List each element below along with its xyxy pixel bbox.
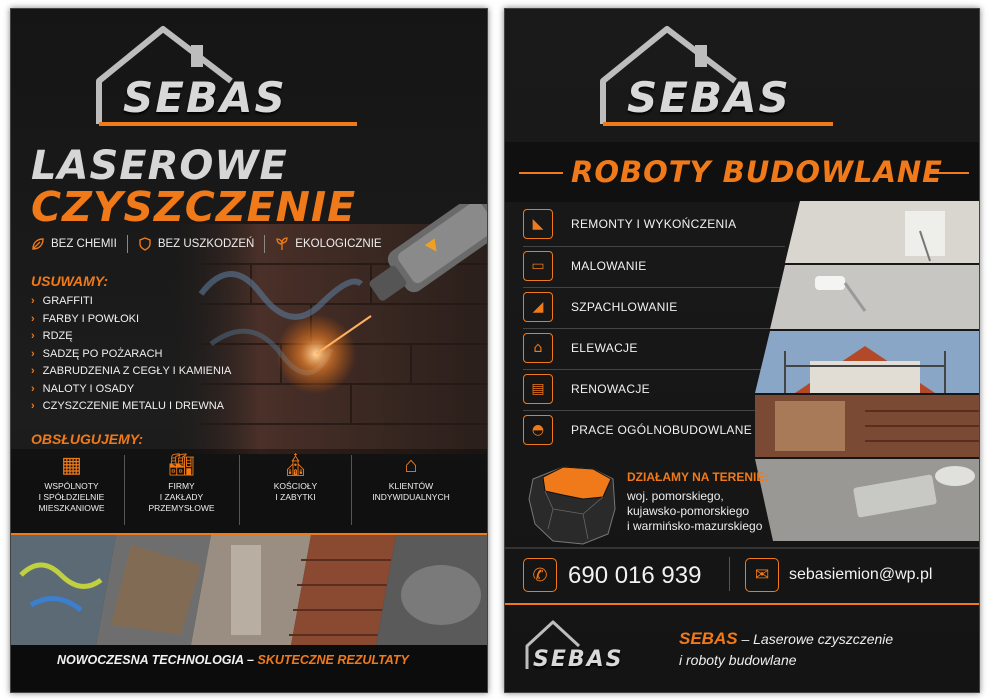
service-item: ◣ REMONTY I WYKOŃCZENIA (523, 207, 793, 241)
divider (505, 547, 979, 549)
sprout-icon (275, 237, 289, 251)
feature-ecological (275, 237, 381, 251)
divider (127, 235, 128, 253)
shield-icon (138, 237, 152, 251)
photo-strip (11, 535, 487, 645)
bricks-icon: ▤ (523, 374, 553, 404)
right-flyer (504, 8, 980, 693)
footer-tagline-orange: SKUTECZNE REZULTATY (257, 653, 409, 667)
service-item: ◓ PRACE OGÓLNOBUDOWLANE (523, 413, 793, 447)
footer-brand: SEBAS (679, 629, 738, 648)
usuwamy-list (31, 293, 231, 416)
area-line: woj. pomorskiego, (627, 489, 724, 503)
house-facade-icon: ⌂ (523, 333, 553, 363)
divider (239, 455, 240, 525)
list-item: › NALOTY I OSADY (31, 382, 135, 395)
obslugujemy-heading: OBSŁUGUJEMY: (31, 431, 144, 447)
service-photos (755, 201, 979, 541)
usuwamy-heading: USUWAMY: (31, 273, 108, 289)
house-icon: ⌂ (404, 452, 418, 477)
divider (523, 328, 785, 329)
service-item: ⌂ ELEWACJE (523, 331, 793, 365)
divider (523, 410, 785, 411)
title-line-1: LASEROWE (31, 143, 288, 189)
footer-text: – Laserowe czyszczenie (741, 631, 894, 647)
client-churches: ⛪︎ KOŚCIOŁY I ZABYTKI (243, 451, 348, 527)
before-after-photos (11, 535, 487, 645)
feature-no-chemicals (31, 237, 117, 251)
services-heading: ROBOTY BUDOWLANE (571, 155, 943, 189)
service-item: ▭ MALOWANIE (523, 249, 793, 283)
paint-roller-icon: ▭ (523, 251, 553, 281)
brand-logo: SEBAS (123, 73, 287, 122)
brand-logo: SEBAS (627, 73, 791, 122)
phone-icon: ✆ (523, 558, 557, 592)
list-item: › RDZĘ (31, 330, 73, 342)
area-line: i warmińsko-mazurskiego (627, 519, 763, 533)
phone-number[interactable]: 690 016 939 (568, 562, 702, 589)
features-row (31, 235, 382, 253)
spatula-icon: ◢ (523, 292, 553, 322)
left-flyer (10, 8, 488, 693)
divider (523, 246, 785, 247)
list-item: › FARBY I POWŁOKI (31, 312, 140, 325)
heading-rule-left (519, 172, 563, 174)
client-individuals: ⌂ KLIENTÓW INDYWIDUALNYCH (351, 451, 471, 527)
footer-tagline (57, 653, 409, 667)
logo-underline (603, 122, 833, 126)
leaf-icon (31, 237, 45, 251)
area-line: kujawsko-pomorskiego (627, 504, 750, 518)
poland-map-icon (523, 459, 623, 549)
footer-line-1 (679, 629, 893, 649)
footer-tagline-white: NOWOCZESNA TECHNOLOGIA – (57, 653, 254, 667)
feature-label: BEZ USZKODZEŃ (157, 238, 255, 250)
list-item: › ZABRUDZENIA Z CEGŁY I KAMIENIA (31, 365, 232, 377)
feature-no-damage (138, 237, 254, 251)
envelope-icon: ✉ (745, 558, 779, 592)
trowel-icon: ◣ (523, 209, 553, 239)
service-item: ▤ RENOWACJE (523, 372, 793, 406)
hard-hat-icon: ◓ (523, 415, 553, 445)
footer-line-2: i roboty budowlane (679, 652, 797, 668)
area-list (627, 489, 762, 534)
divider (264, 235, 265, 253)
apartment-building-icon: ▦ (61, 452, 82, 477)
divider (124, 455, 125, 525)
divider (523, 369, 785, 370)
list-item: › GRAFFITI (31, 295, 93, 307)
divider (523, 287, 785, 288)
area-heading: DZIAŁAMY NA TERENIE: (627, 470, 769, 484)
list-item: › SADZĘ PO POŻARACH (31, 347, 163, 360)
title-line-2: CZYSZCZENIE (31, 183, 357, 231)
email-address[interactable]: sebasiemion@wp.pl (789, 566, 933, 583)
footer-logo: SEBAS (533, 647, 624, 672)
logo-underline (99, 122, 357, 126)
church-icon: ⛪︎ (281, 452, 310, 477)
feature-label: EKOLOGICZNIE (295, 238, 382, 250)
factory-icon: 🏭︎ (167, 452, 196, 477)
list-item: › CZYSZCZENIE METALU I DREWNA (31, 400, 224, 412)
feature-label: BEZ CHEMII (51, 238, 117, 250)
divider (729, 557, 730, 591)
service-item: ◢ SZPACHLOWANIE (523, 290, 793, 324)
client-housing: ▦ WSPÓLNOTY I SPÓŁDZIELNIE MIESZKANIOWE (19, 451, 124, 527)
client-companies: 🏭︎ FIRMY I ZAKŁADY PRZEMYSŁOWE (129, 451, 234, 527)
orange-rule (505, 603, 979, 605)
